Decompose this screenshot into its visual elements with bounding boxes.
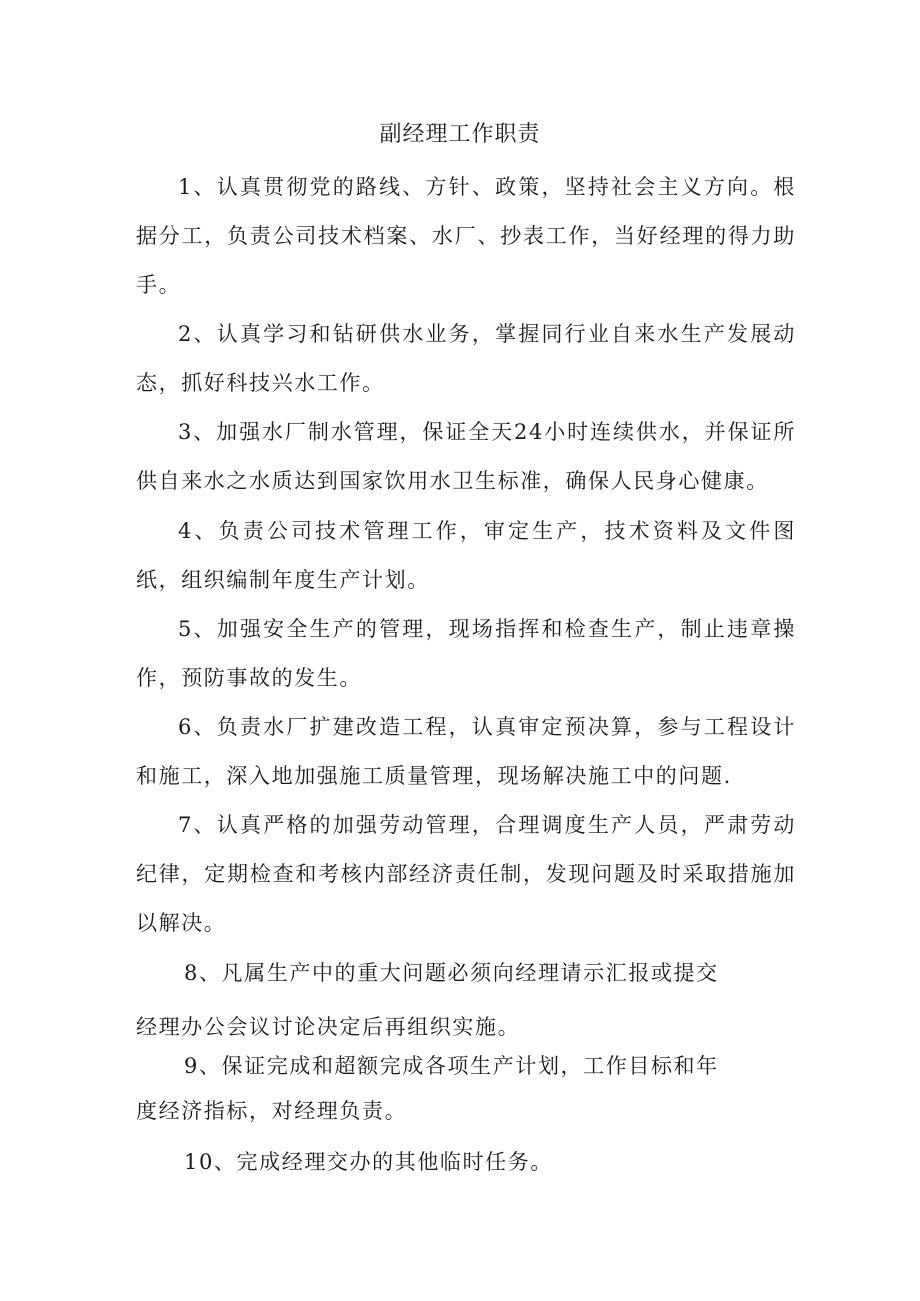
paragraph-item-7: 7、认真严格的加强劳动管理，合理调度生产人员，严肃劳动纪律，定期检查和考核内部经济责任制，发现问题及时采取措施加以解决。 (136, 813, 796, 935)
paragraph-item-1: 1、认真贯彻党的路线、方针、政策，坚持社会主义方向。根据分工，负责公司技术档案、水厂、抄表工作，当好经理的得力助手。 (136, 175, 796, 297)
paragraph-item-3: 3、加强水厂制水管理，保证全天24小时连续供水，并保证所供自来水之水质达到国家饮用水卫生标准，确保人民身心健康。 (136, 420, 796, 493)
paragraph-item-9-line-1: 9、保证完成和超额完成各项生产计划，工作目标和年 (184, 1054, 719, 1078)
paragraph-item-4: 4、负责公司技术管理工作，审定生产，技术资料及文件图纸，组织编制年度生产计划。 (136, 519, 796, 592)
paragraph-item-6: 6、负责水厂扩建改造工程，认真审定预决算，参与工程设计和施工，深入地加强施工质量管理，现场解决施工中的问题. (136, 715, 796, 788)
paragraph-item-10: 10、完成经理交办的其他临时任务。 (184, 1150, 553, 1174)
document-title: 副经理工作职责 (379, 122, 541, 147)
paragraph-item-8-line-1: 8、凡属生产中的重大问题必须向经理请示汇报或提交 (184, 961, 719, 985)
paragraph-item-9-line-2: 度经济指标，对经理负责。 (136, 1099, 408, 1123)
paragraph-item-2: 2、认真学习和钻研供水业务，掌握同行业自来水生产发展动态，抓好科技兴水工作。 (136, 322, 796, 395)
paragraph-item-5: 5、加强安全生产的管理，现场指挥和检查生产，制止违章操作，预防事故的发生。 (136, 617, 796, 690)
paragraph-item-8-line-2: 经理办公会议讨论决定后再组织实施。 (136, 1015, 521, 1039)
